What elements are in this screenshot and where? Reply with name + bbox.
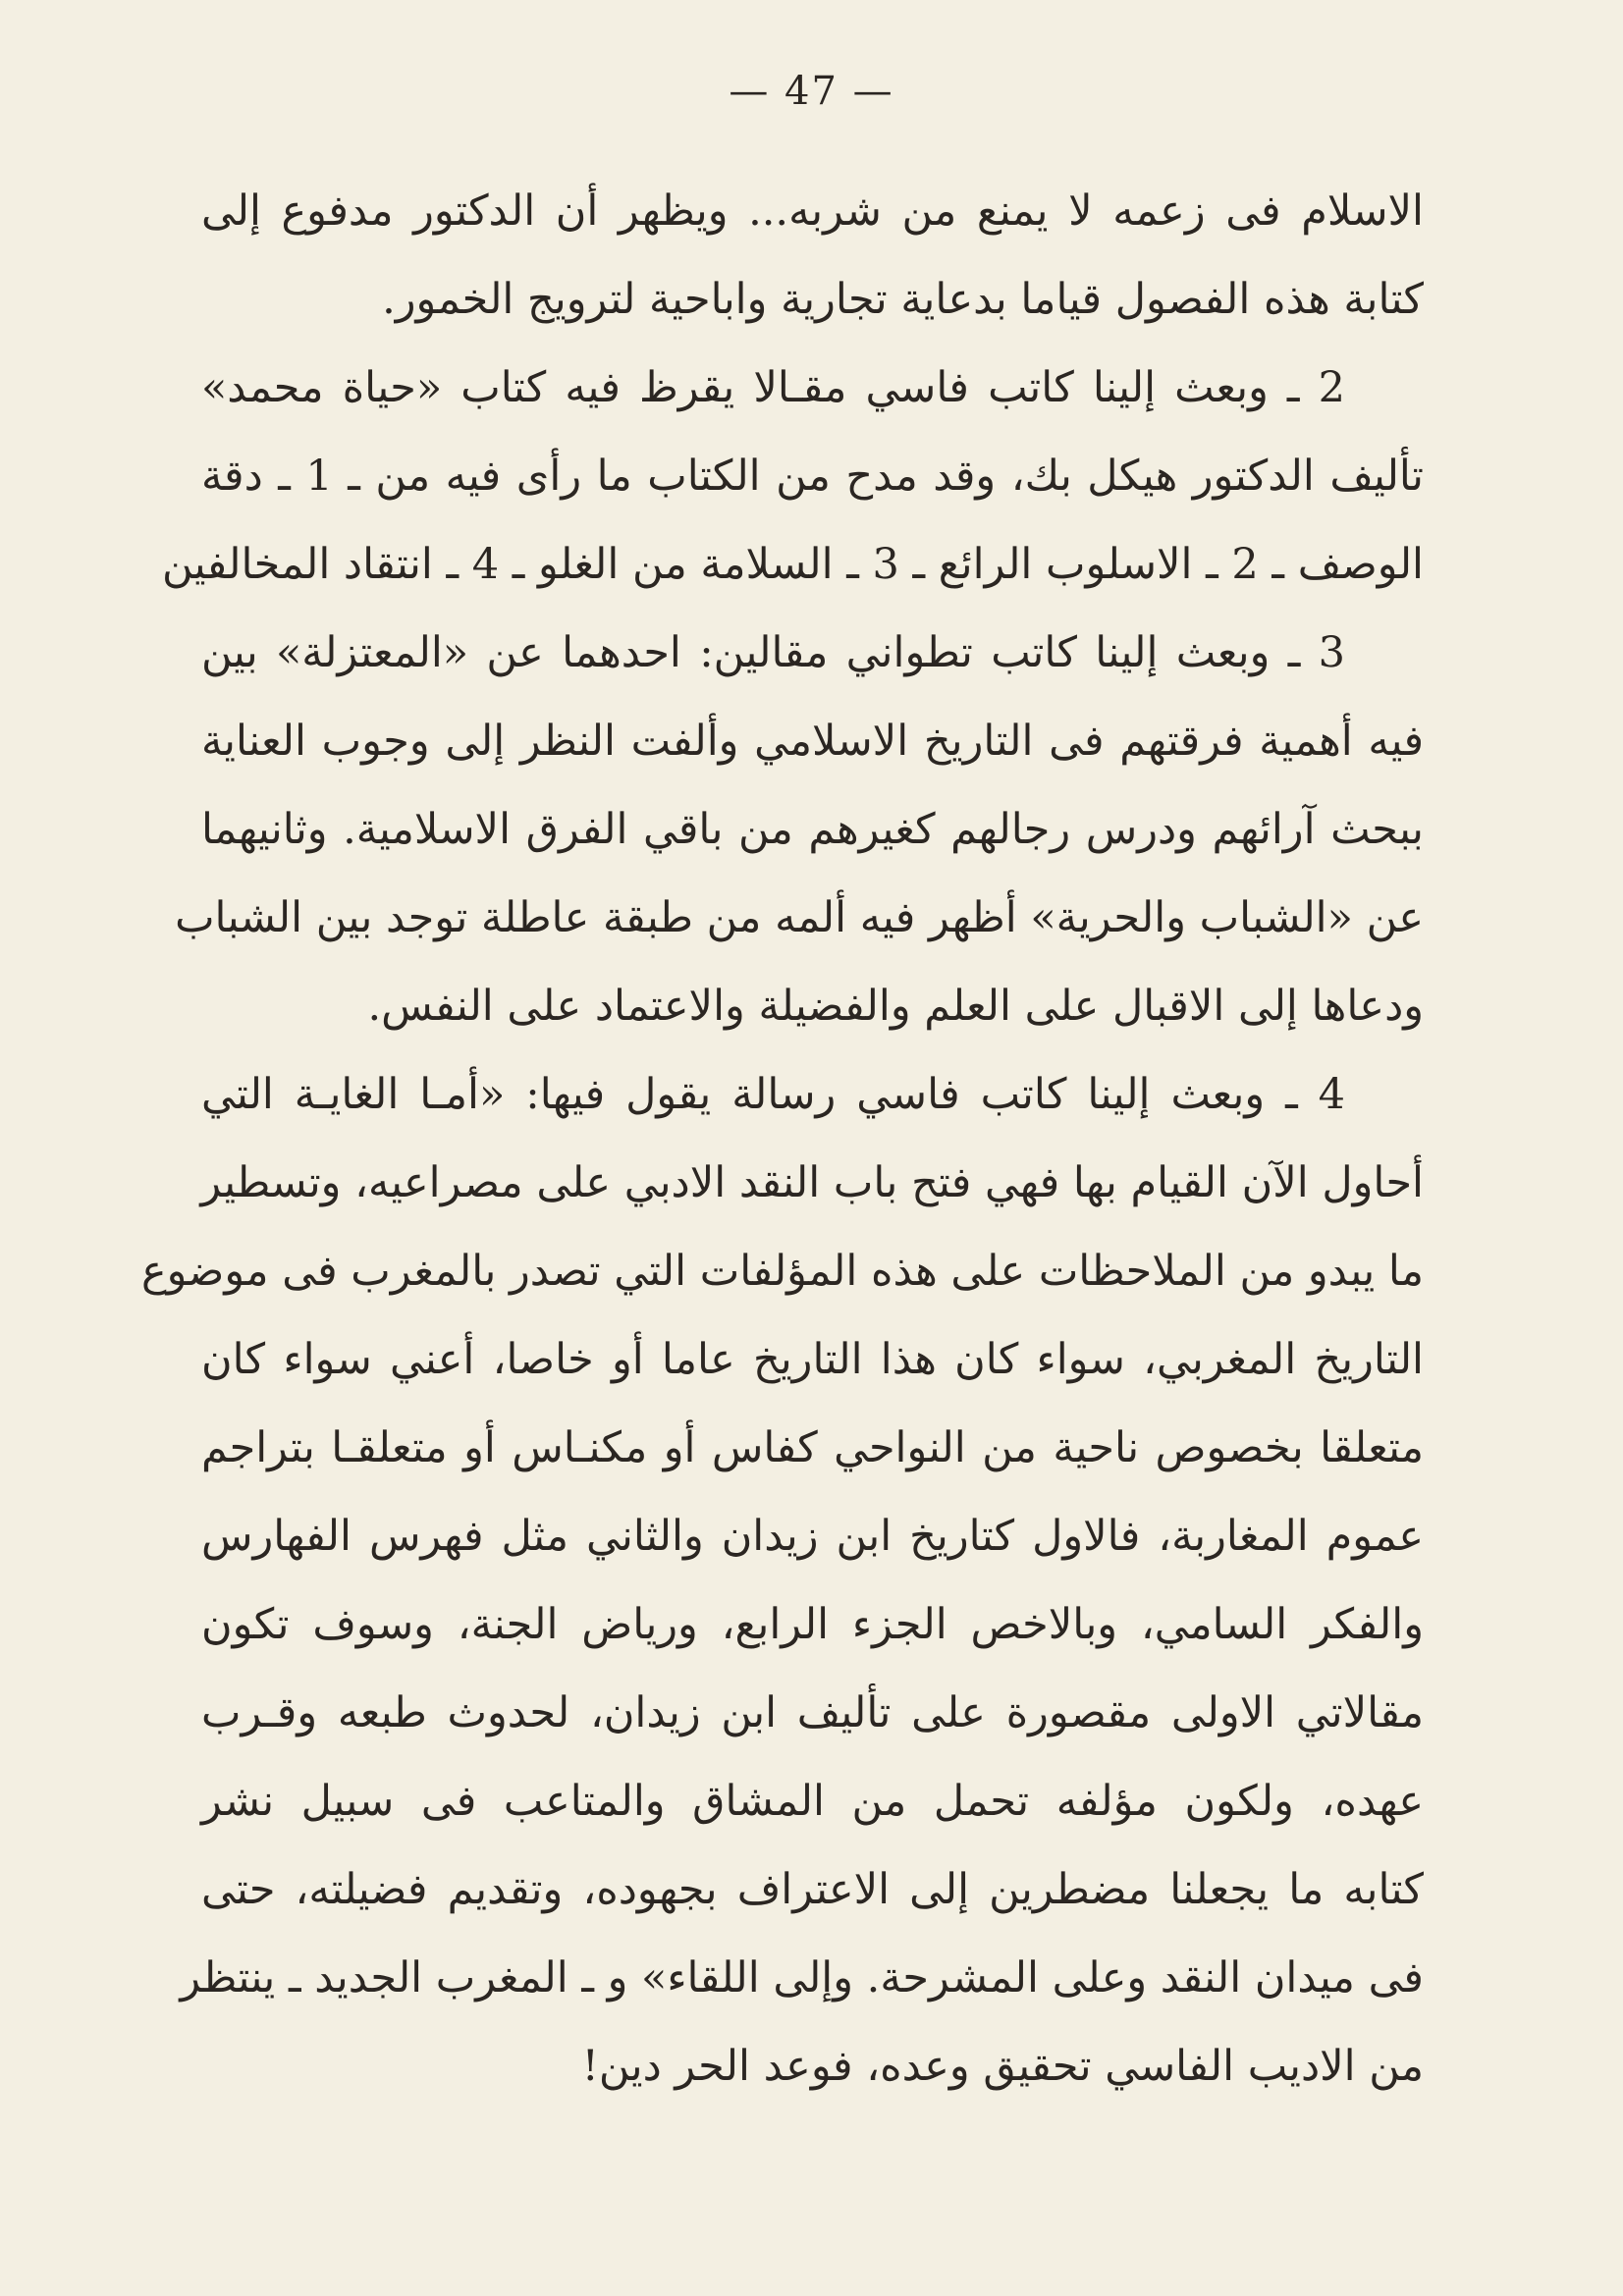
text-line: فيه أهمية فرقتهم فى التاريخ الاسلامي وألفت النظر إلى وجوب العناية xyxy=(201,717,1424,766)
text-line: التاريخ المغربي، سواء كان هذا التاريخ عاما أو خاصا، أعني سواء كان xyxy=(201,1335,1424,1384)
text-line: ودعاها إلى الاقبال على العلم والفضيلة والاعتماد على النفس. xyxy=(367,982,1424,1031)
text-line: 2 ـ وبعث إلينا كاتب فاسي مقـالا يقرظ فيه كتاب «حياة محمد» xyxy=(201,363,1345,412)
text-line: فى ميدان النقد وعلى المشرحة. وإلى اللقاء» و ـ المغرب الجديد ـ ينتظر xyxy=(180,1953,1424,2002)
text-line: عموم المغاربة، فالاول كتاريخ ابن زيدان والثاني مثل فهرس الفهارس xyxy=(201,1512,1424,1561)
body-text xyxy=(140,167,1424,2110)
text-line: كتابه ما يجعلنا مضطرين إلى الاعتراف بجهوده، وتقديم فضيلته، حتى xyxy=(201,1865,1424,1914)
text-line: من الاديب الفاسي تحقيق وعده، فوعد الحر دين! xyxy=(581,2042,1424,2091)
text-line: متعلقا بخصوص ناحية من النواحي كفاس أو مكنـاس أو متعلقـا بتراجم xyxy=(201,1423,1424,1472)
text-line: 4 ـ وبعث إلينا كاتب فاسي رسالة يقول فيها: «أمـا الغايـة التي xyxy=(201,1070,1345,1119)
text-line: ما يبدو من الملاحظات على هذه المؤلفات التي تصدر بالمغرب فى موضوع xyxy=(140,1247,1424,1296)
text-line: 3 ـ وبعث إلينا كاتب تطواني مقالين: احدهما عن «المعتزلة» بين xyxy=(201,628,1345,677)
page-number: — 47 — xyxy=(729,69,894,114)
text-line: تأليف الدكتور هيكل بك، وقد مدح من الكتاب ما رأى فيه من ـ 1 ـ دقة xyxy=(201,452,1424,501)
text-line: والفكر السامي، وبالاخص الجزء الرابع، ورياض الجنة، وسوف تكون xyxy=(201,1600,1424,1649)
text-line: عن «الشباب والحرية» أظهر فيه ألمه من طبقة عاطلة توجد بين الشباب xyxy=(175,893,1424,942)
text-line: ببحث آرائهم ودرس رجالهم كغيرهم من باقي الفرق الاسلامية. وثانيهما xyxy=(201,805,1424,854)
text-line: الوصف ـ 2 ـ الاسلوب الرائع ـ 3 ـ السلامة من الغلو ـ 4 ـ انتقاد المخالفين xyxy=(161,540,1424,589)
text-line: كتابة هذه الفصول قياما بدعاية تجارية واباحية لترويج الخمور. xyxy=(382,275,1424,324)
text-line: عهده، ولكون مؤلفه تحمل من المشاق والمتاعب فى سبيل نشر xyxy=(201,1777,1424,1826)
text-line: الاسلام فى زعمه لا يمنع من شربه... ويظهر أن الدكتور مدفوع إلى xyxy=(201,187,1424,236)
text-line: أحاول الآن القيام بها فهي فتح باب النقد الادبي على مصراعيه، وتسطير xyxy=(200,1158,1424,1207)
text-line: مقالاتي الاولى مقصورة على تأليف ابن زيدان، لحدوث طبعه وقـرب xyxy=(201,1688,1424,1737)
